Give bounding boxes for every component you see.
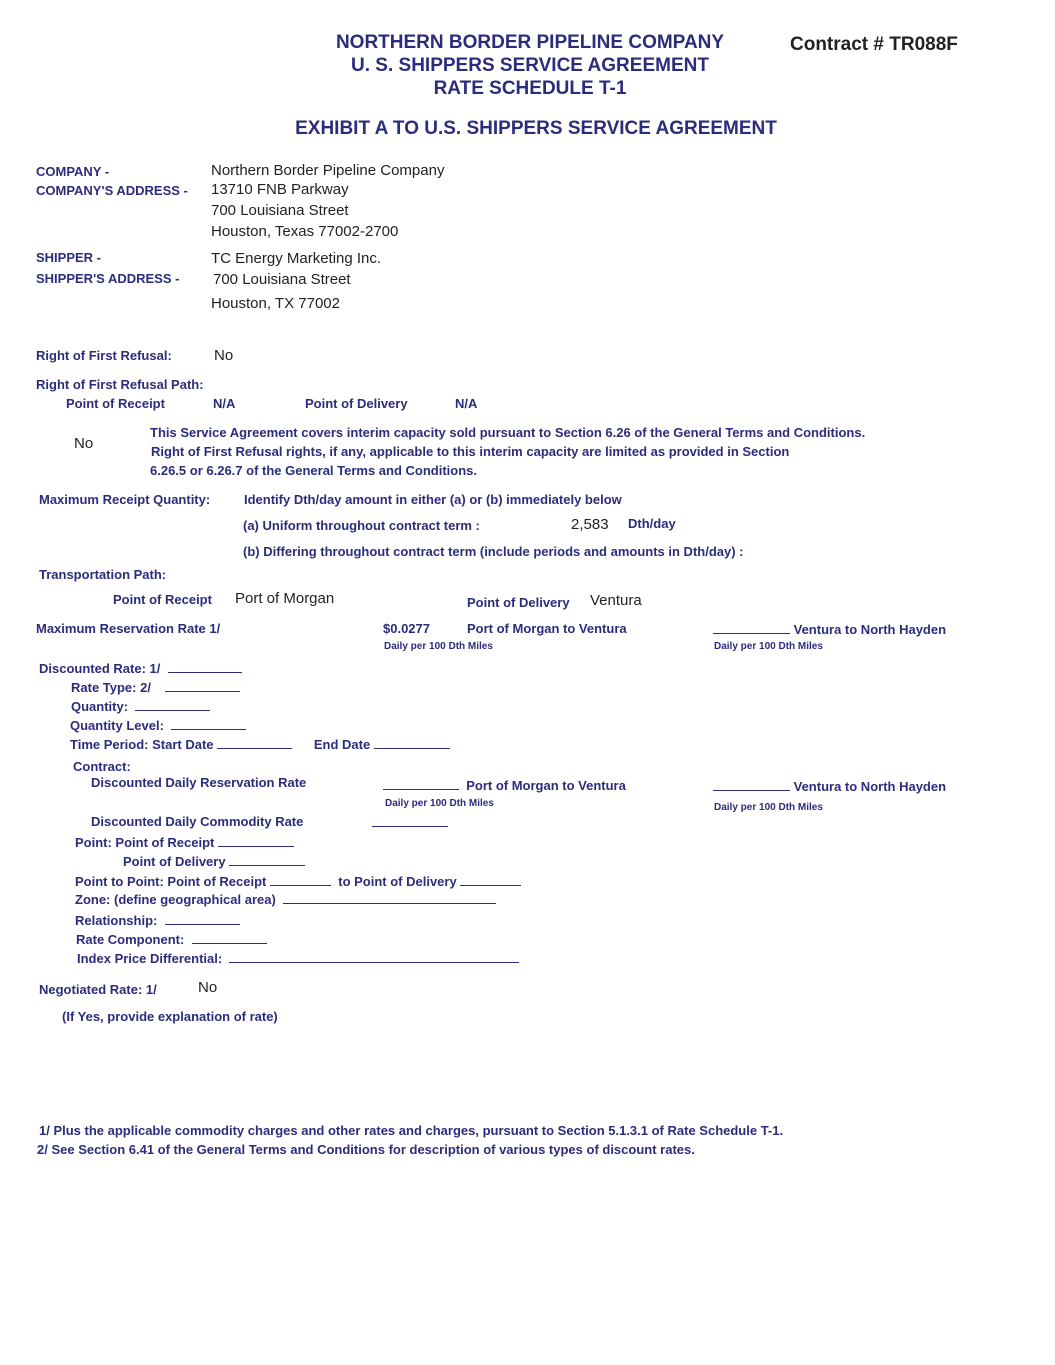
rate-component-label: Rate Component: [76,932,185,947]
discounted-rate-label: Discounted Rate: 1/ [39,661,161,676]
rofr-value: No [214,347,234,364]
p2p-row [75,873,521,889]
time-period-row [70,736,450,752]
quantity-label: Quantity: [71,699,129,714]
mrr-segment-2-line [713,621,946,637]
title-line-1: NORTHERN BORDER PIPELINE COMPANY [335,32,725,53]
company-address-3: Houston, Texas 77002-2700 [211,223,399,240]
exhibit-title: EXHIBIT A TO U.S. SHIPPERS SERVICE AGREEMENT [295,118,777,139]
zone-row [75,891,496,907]
contract-number: Contract # TR088F [790,34,958,55]
negotiated-value: No [198,979,218,996]
relationship-label: Relationship: [75,913,158,928]
mrq-a-unit: Dth/day [628,516,676,531]
shipper-address-2: Houston, TX 77002 [211,295,340,312]
contract-label: Contract: [73,759,131,774]
negotiated-explain: (If Yes, provide explanation of rate) [62,1009,278,1024]
mrr-unit-1: Daily per 100 Dth Miles [384,641,493,652]
quantity-level-label: Quantity Level: [70,718,164,733]
mrq-label: Maximum Receipt Quantity: [39,492,211,507]
mrr-rate: $0.0277 [383,621,430,636]
relationship-row [75,912,240,928]
mrq-b-label: (b) Differing throughout contract term (include periods and amounts in Dth/day) : [243,544,744,559]
interim-line-3: 6.26.5 or 6.26.7 of the General Terms and Conditions. [150,463,478,478]
ddc-blank [372,814,448,832]
path-pod-label: Point of Delivery [467,595,570,610]
shipper-name: TC Energy Marketing Inc. [211,250,382,267]
ddr-label: Discounted Daily Reservation Rate [91,775,307,790]
mrq-a-value: 2,583 [571,516,609,533]
rofr-pod-value: N/A [455,396,478,411]
footnote-2: 2/ See Section 6.41 of the General Terms and Conditions for description of various types of discount rates. [37,1142,695,1157]
p2p-to-label: to Point of Delivery [338,874,457,889]
path-por-value: Port of Morgan [235,590,335,607]
shipper-address-1: 700 Louisiana Street [213,271,351,288]
quantity-level-row [70,717,246,733]
title-line-2: U. S. SHIPPERS SERVICE AGREEMENT [351,55,709,76]
interim-line-1: This Service Agreement covers interim capacity sold pursuant to Section 6.26 of the General Terms and Conditions. [150,425,866,440]
interim-line-2: Right of First Refusal rights, if any, applicable to this interim capacity are limited as provided in Section [151,444,790,459]
mrr-segment-2: Ventura to North Hayden [793,622,947,637]
time-period-label: Time Period: Start Date [70,737,214,752]
mrq-a-label: (a) Uniform throughout contract term : [243,518,480,533]
rofr-por-label: Point of Receipt [66,396,165,411]
zone-label: Zone: (define geographical area) [75,892,276,907]
point-pod-label: Point of Delivery [123,854,226,869]
company-name: Northern Border Pipeline Company [211,162,445,179]
ddc-label: Discounted Daily Commodity Rate [91,814,304,829]
company-address-label: COMPANY'S ADDRESS - [36,183,188,198]
title-line-3: RATE SCHEDULE T-1 [433,78,627,99]
rate-type-label: Rate Type: 2/ [71,680,151,695]
point-pod-row [123,853,305,869]
mrr-label: Maximum Reservation Rate 1/ [36,621,221,636]
shipper-address-label: SHIPPER'S ADDRESS - [36,271,180,286]
p2p-label: Point to Point: Point of Receipt [75,874,267,889]
footnote-1: 1/ Plus the applicable commodity charges and other rates and charges, pursuant to Section 5.1.3.1 of Rate Schedule T-1. [39,1123,784,1138]
ddr-unit-1: Daily per 100 Dth Miles [385,798,494,809]
rofr-por-value: N/A [213,396,236,411]
index-price-label: Index Price Differential: [77,951,223,966]
rofr-label: Right of First Refusal: [36,348,172,363]
company-address-2: 700 Louisiana Street [211,202,349,219]
company-label: COMPANY - [36,164,110,179]
company-address-1: 13710 FNB Parkway [211,181,349,198]
rate-type-row [71,679,240,695]
discounted-rate-row [39,660,242,676]
path-pod-value: Ventura [590,592,642,609]
index-price-row [77,950,519,966]
ddr-segment-2: Ventura to North Hayden [793,779,947,794]
point-label: Point: Point of Receipt [75,835,215,850]
end-date-label: End Date [313,737,371,752]
rate-component-row [76,931,267,947]
ddr-unit-2: Daily per 100 Dth Miles [714,802,823,813]
mrr-unit-2: Daily per 100 Dth Miles [714,641,823,652]
path-label: Transportation Path: [39,567,167,582]
ddr-segment-2-line [713,778,946,794]
rofr-path-label: Right of First Refusal Path: [36,377,204,392]
path-por-label: Point of Receipt [113,592,212,607]
point-row [75,834,294,850]
mrr-segment-1: Port of Morgan to Ventura [467,621,627,636]
negotiated-label: Negotiated Rate: 1/ [39,982,157,997]
quantity-row [71,698,210,714]
ddr-segment-1: Port of Morgan to Ventura [466,778,626,793]
interim-value: No [74,435,94,452]
rofr-pod-label: Point of Delivery [305,396,408,411]
mrq-instruction: Identify Dth/day amount in either (a) or (b) immediately below [244,492,622,507]
shipper-label: SHIPPER - [36,250,102,265]
ddr-segment-1-line [383,777,626,793]
